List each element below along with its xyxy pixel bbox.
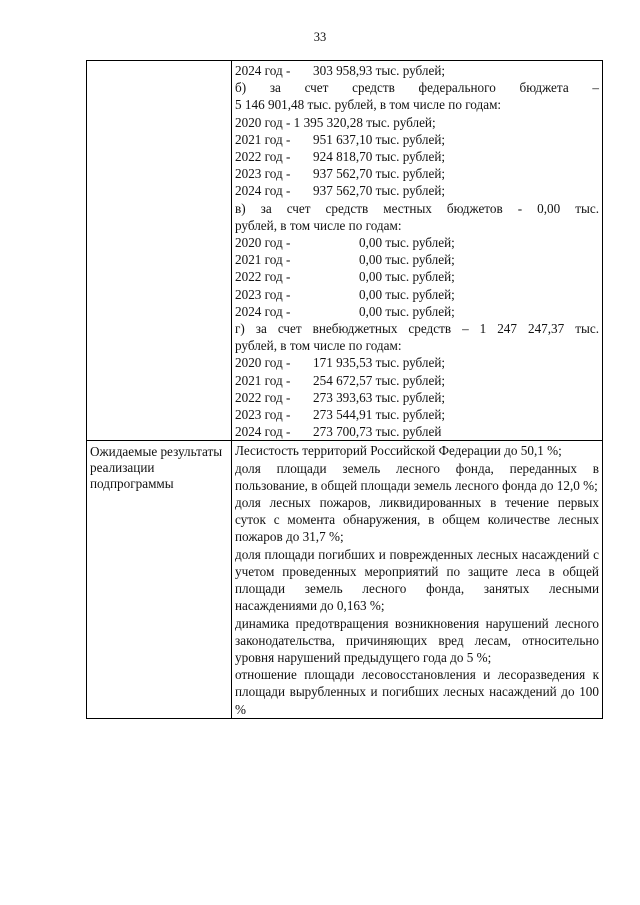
local-header-2: рублей, в том числе по годам: — [235, 217, 402, 233]
year-label: 2024 год - — [235, 183, 291, 199]
year-amount: 303 958,93 тыс. рублей; — [313, 63, 446, 78]
local-header-1: в) за счет средств местных бюджетов - 0,00 тыс. — [235, 200, 599, 216]
year-label: 2022 год - — [235, 389, 291, 405]
federal-header-2: 5 146 901,48 тыс. рублей, в том числе по годам: — [235, 97, 502, 113]
year-label: 2024 год - — [235, 63, 291, 78]
result-item: отношение площади лесовосстановления и лесоразведения к площади вырубленных и погибших лесных насаждений до 100 % — [235, 667, 599, 717]
year-label: 2021 год - — [235, 252, 291, 268]
year-label: 2022 год - — [235, 269, 291, 285]
funding-top-line — [235, 62, 599, 79]
year-amount: 0,00 тыс. рублей; — [359, 303, 455, 319]
federal-year-row — [235, 148, 599, 165]
year-amount: 0,00 тыс. рублей; — [359, 252, 455, 268]
year-amount: 273 544,91 тыс. рублей; — [313, 407, 446, 423]
federal-year-row — [235, 131, 599, 148]
extrabudget-year-row — [235, 423, 599, 440]
passport-table — [86, 60, 603, 719]
year-label: 2020 год - — [235, 355, 291, 371]
year-label: 2023 год - — [235, 407, 291, 423]
year-amount: 924 818,70 тыс. рублей; — [313, 149, 446, 165]
year-amount: 171 935,53 тыс. рублей; — [313, 355, 446, 371]
year-label: 2021 год - — [235, 131, 291, 147]
year-amount: 937 562,70 тыс. рублей; — [313, 166, 446, 182]
local-year-row — [235, 303, 599, 320]
extrabudget-year-row — [235, 406, 599, 423]
results-label-cell — [87, 441, 232, 718]
federal-year-row — [235, 182, 599, 199]
local-year-row — [235, 234, 599, 251]
year-label: 2022 год - — [235, 149, 291, 165]
year-amount: 0,00 тыс. рублей; — [359, 269, 455, 285]
year-amount: 937 562,70 тыс. рублей; — [313, 183, 446, 199]
year-amount: 273 700,73 тыс. рублей — [313, 424, 442, 440]
year-amount: 951 637,10 тыс. рублей; — [313, 131, 446, 147]
result-item: динамика предотвращения возникновения нарушений лесного законодательства, причиняющих вред лесам, относительно уровня нарушений предыдущего года до 5 %; — [235, 615, 599, 665]
year-label: 2020 год - — [235, 114, 294, 130]
page-number: 33 — [313, 30, 327, 44]
year-label: 2021 год - — [235, 372, 291, 388]
results-row — [87, 441, 603, 718]
extrabudget-year-row — [235, 354, 599, 371]
funding-row — [87, 61, 603, 441]
federal-header-1: б) за счет средств федерального бюджета – — [235, 80, 599, 96]
result-item: доля площади погибших и поврежденных лесных насаждений с учетом проведенных мероприятий по защите леса в общей площади земель лесного фонда, занятых лесными насаждениями до 0,163 %; — [235, 546, 599, 614]
local-year-row — [235, 251, 599, 268]
extrabudget-year-row — [235, 372, 599, 389]
federal-year-row — [235, 114, 599, 131]
extrabudget-header-1: г) за счет внебюджетных средств – 1 247 247,37 тыс. — [235, 321, 599, 337]
result-item: доля площади земель лесного фонда, переданных в пользование, в общей площади земель лесного фонда до 12,0 %; — [235, 460, 599, 493]
funding-cell — [232, 61, 603, 441]
year-amount: 0,00 тыс. рублей; — [359, 235, 455, 251]
federal-year-row — [235, 165, 599, 182]
extrabudget-header-2: рублей, в том числе по годам: — [235, 338, 402, 354]
extrabudget-year-row — [235, 389, 599, 406]
year-amount: 273 393,63 тыс. рублей; — [313, 389, 446, 405]
year-label: 2024 год - — [235, 424, 291, 440]
year-amount: 1 395 320,28 тыс. рублей; — [293, 114, 436, 130]
funding-label-cell — [87, 61, 232, 441]
year-label: 2024 год - — [235, 303, 291, 319]
year-label: 2023 год - — [235, 286, 291, 302]
year-amount: 254 672,57 тыс. рублей; — [313, 372, 446, 388]
results-cell — [232, 441, 603, 718]
year-amount: 0,00 тыс. рублей; — [359, 286, 455, 302]
results-label: Ожидаемые результаты реализации подпрограммы — [90, 444, 223, 492]
local-year-row — [235, 268, 599, 285]
local-year-row — [235, 286, 599, 303]
year-label: 2020 год - — [235, 235, 291, 251]
result-item: Лесистость территорий Российской Федерации до 50,1 %; — [235, 443, 562, 459]
result-item: доля лесных пожаров, ликвидированных в течение первых суток с момента обнаружения, в общем количестве лесных пожаров до 31,7 %; — [235, 495, 599, 545]
year-label: 2023 год - — [235, 166, 291, 182]
